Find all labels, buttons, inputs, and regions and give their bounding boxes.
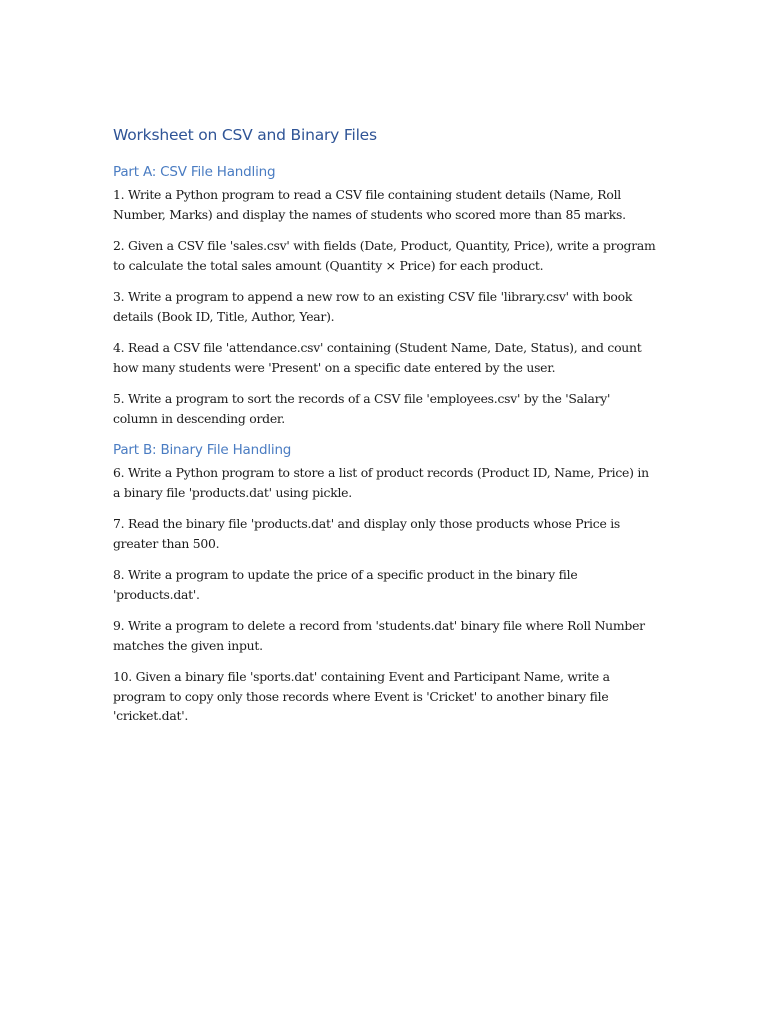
section-binary	[113, 440, 658, 726]
question-10: 10. Given a binary file 'sports.dat' containing Event and Participant Name, write a program to copy only those records where Event is 'Cricket' to another binary file 'cricket.dat'.	[113, 669, 610, 723]
section-csv	[113, 162, 658, 428]
question-1: 1. Write a Python program to read a CSV file containing student details (Name, Roll Number, Marks) and display the names of students who scored more than 85 marks.	[113, 187, 626, 222]
question-3: 3. Write a program to append a new row to an existing CSV file 'library.csv' with book details (Book ID, Title, Author, Year).	[113, 289, 633, 324]
question-8: 8. Write a program to update the price of a specific product in the binary file 'products.dat'.	[113, 567, 578, 602]
question-5: 5. Write a program to sort the records of a CSV file 'employees.csv' by the 'Salary' column in descending order.	[113, 391, 611, 426]
worksheet-title: Worksheet on CSV and Binary Files	[113, 126, 377, 144]
question-4: 4. Read a CSV file 'attendance.csv' containing (Student Name, Date, Status), and count how many students were 'Present' on a specific date entered by the user.	[113, 340, 642, 375]
section-heading-binary: Part B: Binary File Handling	[113, 442, 292, 458]
question-9: 9. Write a program to delete a record from 'students.dat' binary file where Roll Number matches the given input.	[113, 618, 645, 653]
question-6: 6. Write a Python program to store a list of product records (Product ID, Name, Price) in a binary file 'products.dat' using pickle.	[113, 465, 649, 500]
question-2: 2. Given a CSV file 'sales.csv' with fields (Date, Product, Quantity, Price), write a program to calculate the total sales amount (Quantity × Price) for each product.	[113, 238, 656, 273]
section-heading-csv: Part A: CSV File Handling	[113, 164, 276, 180]
worksheet-page	[113, 124, 658, 738]
question-7: 7. Read the binary file 'products.dat' and display only those products whose Price is greater than 500.	[113, 516, 621, 551]
